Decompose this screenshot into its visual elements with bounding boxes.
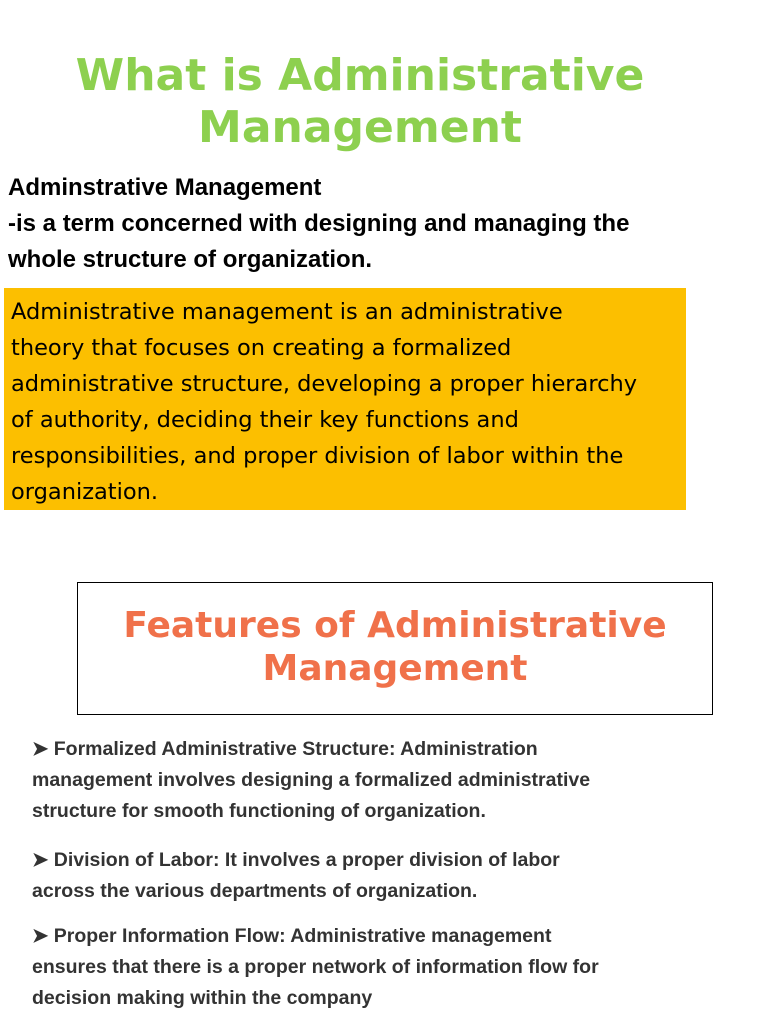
feature-line: ensures that there is a proper network of information flow for <box>32 956 599 978</box>
feature-line: structure for smooth functioning of organization. <box>32 800 486 822</box>
highlight-line: responsibilities, and proper division of labor within the <box>11 443 624 469</box>
feature-line: ➤ Division of Labor: It involves a proper division of labor <box>32 849 560 871</box>
highlight-line: organization. <box>11 479 159 505</box>
feature-line: ➤ Formalized Administrative Structure: Administration <box>32 738 538 760</box>
page-title-line-2: Management <box>198 102 522 153</box>
highlight-line: of authority, deciding their key functions and <box>11 407 519 433</box>
features-heading-box <box>77 582 713 715</box>
definition-term: Adminstrative Management <box>8 174 322 201</box>
features-heading <box>78 604 712 690</box>
highlight-line: administrative structure, developing a proper hierarchy <box>11 371 638 397</box>
feature-item-formalized-structure <box>32 734 732 827</box>
feature-item-information-flow <box>32 921 732 1014</box>
highlight-box <box>4 288 686 510</box>
definition-line-2: whole structure of organization. <box>8 246 373 273</box>
highlight-line: Administrative management is an administrative <box>11 299 563 325</box>
feature-line: across the various departments of organization. <box>32 880 478 902</box>
highlight-line: theory that focuses on creating a formalized <box>11 335 512 361</box>
features-heading-line-2: Management <box>262 648 528 689</box>
feature-line: ➤ Proper Information Flow: Administrative management <box>32 925 552 947</box>
feature-item-division-of-labor <box>32 845 732 907</box>
definition-block <box>8 170 708 278</box>
features-heading-line-1: Features of Administrative <box>123 605 667 646</box>
feature-line: decision making within the company <box>32 987 373 1009</box>
page-title <box>0 50 720 154</box>
feature-line: management involves designing a formalized administrative <box>32 769 591 791</box>
page-title-line-1: What is Administrative <box>75 50 645 101</box>
definition-line-1: -is a term concerned with designing and managing the <box>8 210 630 237</box>
